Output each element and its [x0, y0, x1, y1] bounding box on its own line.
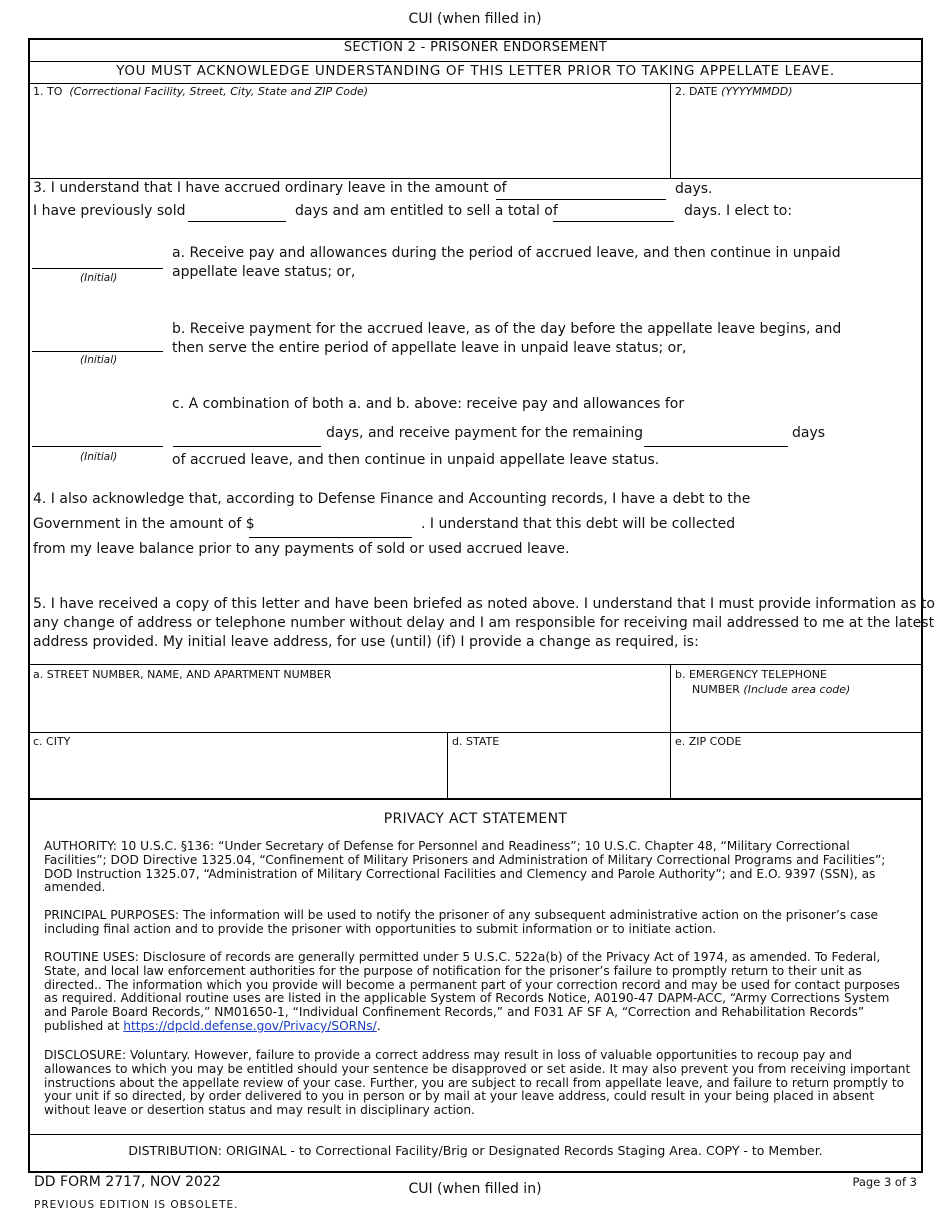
- divider: [30, 732, 921, 733]
- phone-input[interactable]: [672, 698, 918, 730]
- item3-text: I have previously sold: [33, 203, 186, 219]
- privacy-purposes: PRINCIPAL PURPOSES: The information will be used to notify the prisoner of any subsequent administrative action on the prisoner’s case including final action and to provide the prisoner with opportunities to submit information or to initiate action.: [44, 908, 879, 936]
- privacy-disclosure: DISCLOSURE: Voluntary. However, failure to provide a correct address may result in loss of valuable opportunities to recoup pay and allowances to which you may be entitled should your sentence be disapproved or set aside. It may also prevent you from receiving important instructions about the appellate review of your case. Further, you are subject to recall from appellate leave, and failure to return promptly to your unit if so directed, by order delivered to you in person or by mail at your leave address, could result in your being placed in absent without leave or desertion status and may result in disciplinary action.: [44, 1048, 911, 1118]
- item5-text: 5. I have received a copy of this letter and have been briefed as noted above. I understand that I must provide information as to: [33, 596, 935, 612]
- item5-text: any change of address or telephone number without delay and I am responsible for receiving mail addressed to me at the latest: [33, 615, 935, 631]
- item3-text: days and am entitled to sell a total of: [295, 203, 558, 219]
- initial-a-input[interactable]: [32, 268, 163, 269]
- initial-c-input[interactable]: [32, 446, 163, 447]
- item5-text: address provided. My initial leave address, for use (until) (if) I provide a change as required, is:: [33, 634, 699, 650]
- divider: [447, 733, 448, 799]
- accrued-days-input[interactable]: [496, 199, 666, 200]
- initial-label: (Initial): [80, 272, 118, 284]
- item4-text: . I understand that this debt will be collected: [421, 516, 736, 532]
- privacy-title: PRIVACY ACT STATEMENT: [383, 811, 568, 827]
- item3-text: 3. I understand that I have accrued ordinary leave in the amount of: [33, 180, 507, 196]
- option-c-text: of accrued leave, and then continue in unpaid appellate leave status.: [172, 452, 660, 468]
- divider: [30, 1134, 921, 1135]
- date-field-label: 2. DATE (YYYYMMDD): [675, 85, 793, 98]
- divider: [30, 83, 921, 84]
- option-b-text: b. Receive payment for the accrued leave, as of the day before the appellate leave begins, and: [172, 321, 842, 337]
- street-label: a. STREET NUMBER, NAME, AND APARTMENT NUMBER: [33, 668, 332, 681]
- phone-label: b. EMERGENCY TELEPHONE: [675, 668, 827, 681]
- divider: [30, 798, 921, 800]
- option-c-text: days: [792, 425, 826, 441]
- phone-hint: (Include area code): [743, 683, 851, 696]
- item3-text: days. I elect to:: [684, 203, 793, 219]
- section-subtitle: YOU MUST ACKNOWLEDGE UNDERSTANDING OF THIS LETTER PRIOR TO TAKING APPELLATE LEAVE.: [116, 63, 835, 79]
- cui-header: CUI (when filled in): [408, 11, 542, 27]
- divider: [30, 664, 921, 665]
- pay-days-input[interactable]: [173, 446, 321, 447]
- initial-label: (Initial): [80, 451, 118, 463]
- state-label: d. STATE: [452, 735, 500, 748]
- form-id: DD FORM 2717, NOV 2022: [34, 1174, 221, 1190]
- to-field-label: 1. TO (Correctional Facility, Street, City, State and ZIP Code): [33, 85, 369, 98]
- date-field-input[interactable]: [672, 100, 918, 176]
- option-a-text: a. Receive pay and allowances during the period of accrued leave, and then continue in unpaid: [172, 245, 841, 261]
- item3-text: days.: [675, 181, 713, 197]
- option-b-text: then serve the entire period of appellate leave in unpaid leave status; or,: [172, 340, 687, 356]
- remaining-days-input[interactable]: [644, 446, 788, 447]
- divider: [30, 178, 921, 179]
- initial-label: (Initial): [80, 354, 118, 366]
- city-input[interactable]: [31, 750, 445, 796]
- debt-amount-input[interactable]: [249, 537, 412, 538]
- item4-text: from my leave balance prior to any payments of sold or used accrued leave.: [33, 541, 570, 557]
- section-title: SECTION 2 - PRISONER ENDORSEMENT: [343, 40, 608, 55]
- divider: [670, 84, 671, 179]
- to-field-input[interactable]: [31, 100, 668, 176]
- zip-input[interactable]: [672, 750, 918, 796]
- distribution-text: DISTRIBUTION: ORIGINAL - to Correctional Facility/Brig or Designated Records Staging Area. COPY - to Member.: [128, 1143, 823, 1158]
- to-field-hint: (Correctional Facility, Street, City, State and ZIP Code): [69, 85, 369, 98]
- option-c-text: days, and receive payment for the remaining: [326, 425, 643, 441]
- option-a-text: appellate leave status; or,: [172, 264, 356, 280]
- item4-text: 4. I also acknowledge that, according to Defense Finance and Accounting records, I have a debt to the: [33, 491, 751, 507]
- initial-b-input[interactable]: [32, 351, 163, 352]
- street-input[interactable]: [31, 684, 668, 730]
- zip-label: e. ZIP CODE: [675, 735, 742, 748]
- item4-text: Government in the amount of $: [33, 516, 255, 532]
- option-c-text: c. A combination of both a. and b. above: receive pay and allowances for: [172, 396, 685, 412]
- page-number: Page 3 of 3: [852, 1175, 917, 1189]
- obsolete-notice: PREVIOUS EDITION IS OBSOLETE.: [34, 1199, 239, 1211]
- total-days-input[interactable]: [553, 221, 674, 222]
- cui-footer: CUI (when filled in): [408, 1181, 542, 1197]
- privacy-authority: AUTHORITY: 10 U.S.C. §136: “Under Secretary of Defense for Personnel and Readiness”; 10 U.S.C. Chapter 48, “Military Correctional Facilities”; DOD Directive 1325.04, “Confinement of Military Prisoners and Administration of Military Correctional Programs and Facilities”; DOD Instruction 1325.07, “Administration of Military Correctional Facilities and Clemency and Parole Authority”; and E.O. 9397 (SSN), as amended.: [44, 839, 886, 895]
- phone-label-line2: NUMBER (Include area code): [692, 683, 851, 696]
- privacy-routine-uses: ROUTINE USES: Disclosure of records are generally permitted under 5 U.S.C. 522a(b) of the Privacy Act of 1974, as amended. To Federal, State, and local law enforcement authorities for the purpose of notification for the prisoner’s failure to promptly return to their unit as directed.. The information which you provide will become a permanent part of your correction record and may be used for contact purposes as required. Additional routine uses are listed in the applicable System of Records Notice, A0190-47 DAPM-ACC, “Army Corrections System and Parole Board Records,” NM01650-1, “Individual Confinement Records,” and F031 AF SF A, “Correction and Rehabilitation Records” published at https://dpcld.defense.gov/Privacy/SORNs/.: [44, 950, 900, 1033]
- divider: [30, 61, 921, 62]
- date-field-hint: (YYYYMMDD): [721, 85, 793, 98]
- sold-days-input[interactable]: [188, 221, 286, 222]
- city-label: c. CITY: [33, 735, 71, 748]
- state-input[interactable]: [449, 750, 668, 796]
- sorns-link[interactable]: https://dpcld.defense.gov/Privacy/SORNs/: [123, 1018, 377, 1033]
